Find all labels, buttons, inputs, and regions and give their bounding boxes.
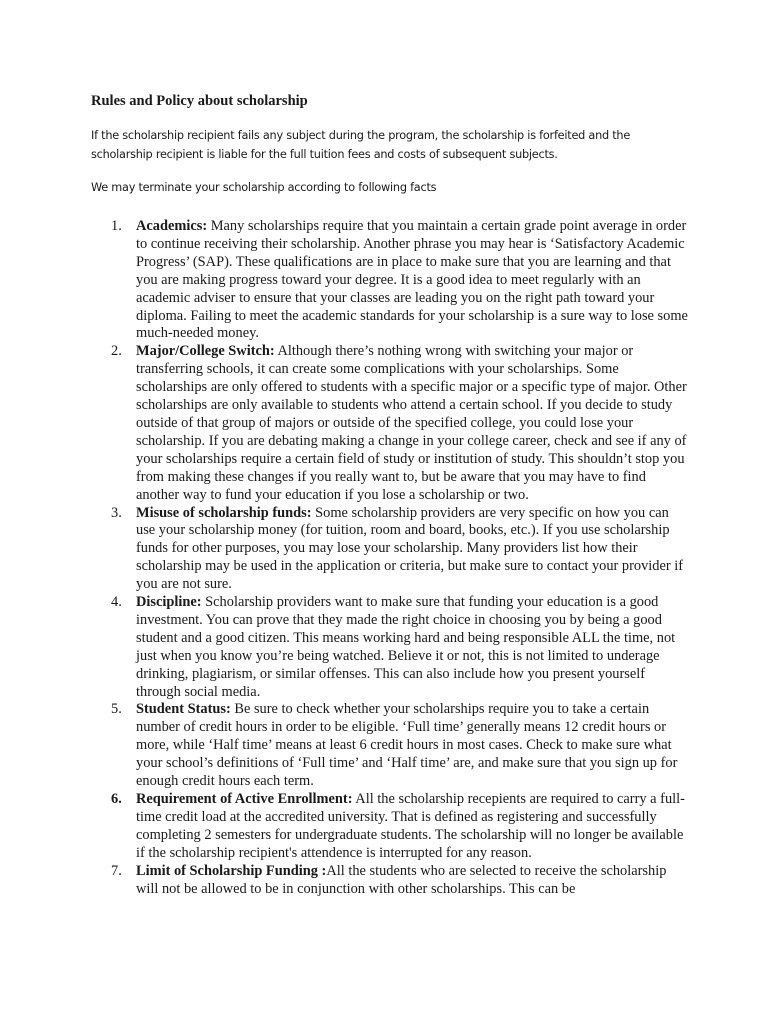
- rule-funding-limit: [91, 863, 691, 899]
- rule-number: 2.: [111, 343, 122, 360]
- rule-heading: Major/College Switch:: [136, 343, 275, 360]
- rule-heading: Discipline:: [136, 594, 202, 611]
- rule-major-college-switch: [91, 343, 691, 504]
- rule-heading: Misuse of scholarship funds:: [136, 504, 312, 521]
- rule-heading: Academics:: [136, 218, 208, 234]
- rule-text: All the students who are selected to receive the scholarship will not be allowed to be in conjunction with other scholarships. This can be: [136, 862, 667, 897]
- rule-number: 3.: [111, 504, 122, 521]
- rule-text: Scholarship providers want to make sure that funding your education is a good investment. You can prove that they made the right choice in choosing you by being a good student and a good citizen. This means working hard and being responsible ALL the time, not just when you know you’re being watched. Believe it or not, this is not limited to underage drinking, plagiarism, or similar offenses. This can also include how you present yourself through social media.: [136, 594, 676, 700]
- rule-discipline: [91, 594, 691, 701]
- rule-number: 6.: [111, 791, 122, 807]
- document-title: Rules and Policy about scholarship: [91, 93, 308, 109]
- rule-text: Be sure to check whether your scholarships require you to take a certain number of credit hours in order to be eligible. ‘Full time’ generally means 12 credit hours or more, while ‘Half time’ means at least 6 credit hours in most cases. Check to make sure what your school’s definitions of ‘Full time’ and ‘Half time’ are, and make sure that you sign up for enough credit hours each term.: [136, 701, 678, 790]
- rule-text: Some scholarship providers are very specific on how you can use your scholarship money (for tuition, room and board, books, etc.). If you use scholarship funds for other purposes, you may lose your scholarship. Many providers list how their scholarship may be used in the application or criteria, but make sure to contact your provider if you are not sure.: [136, 504, 684, 593]
- rule-academics: [91, 218, 691, 343]
- rule-text: All the scholarship recepients are required to carry a full- time credit load at the accredited university. That is defined as registering and successfully completing 2 semesters for undergraduate students. The scholarship will no longer be available if the scholarship recipient's attendence is interrupted for any reason.: [136, 791, 685, 861]
- rule-number: 1.: [111, 218, 122, 234]
- rule-student-status: [91, 701, 691, 791]
- rule-text: Although there’s nothing wrong with switching your major or transferring schools, it can create some complications with your scholarships. Some scholarships are only offered to students with a specific major or a specific type of major. Other scholarships are only available to students who attend a certain school. If you decide to study outside of that group of majors or outside of the specified college, you could lose your scholarship. If you are debating making a change in your college career, check and see if any of your scholarships require a certain field of study or institution of study. This shouldn’t stop you from making these changes if you really want to, but be aware that you may have to find another way to fund your education if you lose a scholarship or two.: [136, 343, 687, 503]
- rule-heading: Student Status:: [136, 701, 231, 718]
- termination-rules-list: [91, 218, 691, 898]
- rule-number: 7.: [111, 862, 122, 879]
- rule-heading: Requirement of Active Enrollment:: [136, 791, 353, 807]
- rule-misuse-of-funds: [91, 505, 691, 595]
- forfeit-notice: If the scholarship recipient fails any subject during the program, the scholarship is forfeited and the scholarship recipient is liable for the full tuition fees and costs of subsequent subjects.: [91, 129, 631, 161]
- termination-lead: We may terminate your scholarship according to following facts: [91, 181, 437, 194]
- rule-heading: Limit of Scholarship Funding :: [136, 862, 327, 879]
- rule-number: 4.: [111, 594, 122, 611]
- rule-text: Many scholarships require that you maintain a certain grade point average in order to continue receiving their scholarship. Another phrase you may hear is ‘Satisfactory Academic Progress’ (SAP). These qualifications are in place to make sure that you are learning and that you are making progress toward your degree. It is a good idea to meet regularly with an academic adviser to ensure that your classes are leading you on the right path toward your diploma. Failing to meet the academic standards for your scholarship is a sure way to lose some much-needed money.: [136, 218, 688, 342]
- rule-active-enrollment: [91, 791, 691, 863]
- rule-number: 5.: [111, 701, 122, 718]
